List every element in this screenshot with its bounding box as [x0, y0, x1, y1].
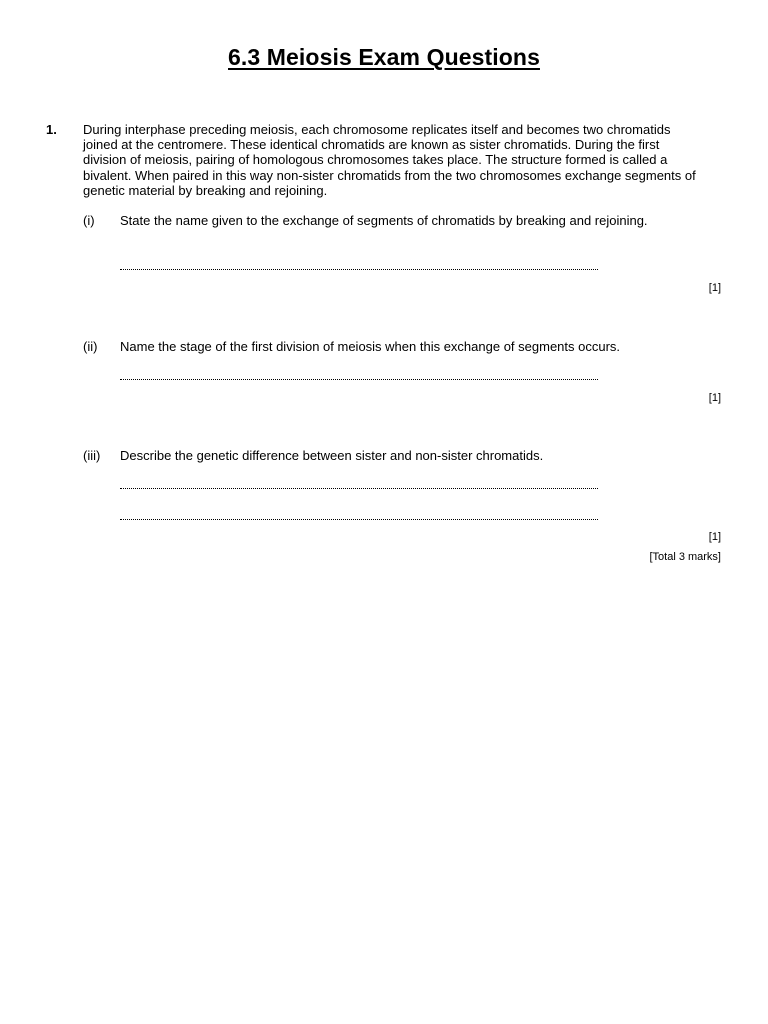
- answer-line-part-ii[interactable]: [120, 377, 598, 380]
- mark-part-ii: [1]: [708, 392, 721, 404]
- answer-line-part-i[interactable]: [120, 267, 598, 270]
- page-title: 6.3 Meiosis Exam Questions: [228, 44, 540, 70]
- question-1-intro: [46, 122, 703, 198]
- total-marks: [Total 3 marks]: [649, 551, 721, 563]
- question-number: 1.: [46, 122, 57, 137]
- answer-line-part-iii-2[interactable]: [120, 517, 598, 520]
- mark-part-i: [1]: [708, 282, 721, 294]
- part-iii-label: (iii): [83, 448, 101, 463]
- part-ii-text: Name the stage of the first division of meiosis when this exchange of segments occurs.: [120, 339, 621, 354]
- answer-line-part-iii-1[interactable]: [120, 486, 598, 489]
- mark-part-iii: [1]: [708, 531, 721, 543]
- part-i-text: State the name given to the exchange of segments of chromatids by breaking and rejoining.: [120, 213, 648, 228]
- part-iii-text: Describe the genetic difference between sister and non-sister chromatids.: [120, 448, 544, 463]
- part-i-label: (i): [83, 213, 95, 228]
- part-ii-label: (ii): [83, 339, 98, 354]
- question-1-stem: During interphase preceding meiosis, each chromosome replicates itself and becomes two chromatids joined at the centromere. These identical chromatids are known as sister chromatids. During the first division of meiosis, pairing of homologous chromosomes takes place. The structure formed is called a bivalent. When paired in this way non-sister chromatids from the two chromosomes exchange segments of genetic material by breaking and rejoining.: [83, 122, 696, 198]
